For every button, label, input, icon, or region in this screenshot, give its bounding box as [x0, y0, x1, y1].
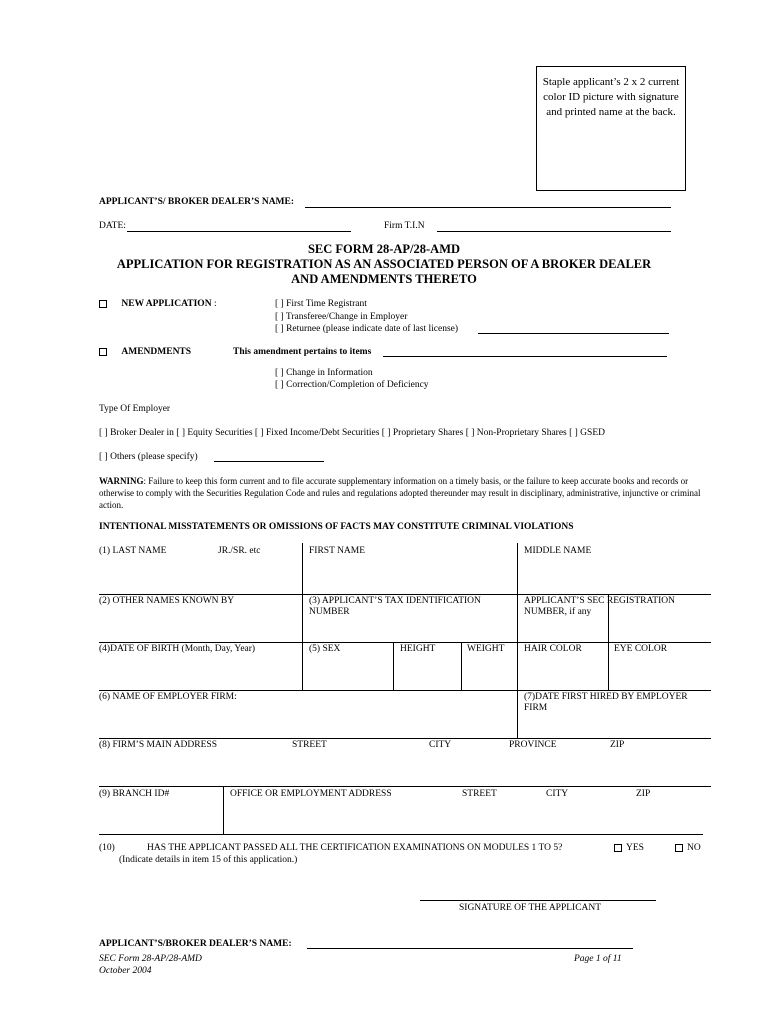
main-address-label: (8) FIRM’S MAIN ADDRESS: [99, 740, 217, 750]
date-hired-label-2: FIRM: [524, 703, 548, 713]
jr-sr-label: JR./SR. etc: [218, 546, 261, 556]
hair-color-label: HAIR COLOR: [524, 644, 582, 654]
footer-form-code: SEC Form 28-AP/28-AMD: [99, 954, 202, 964]
form-title: SEC FORM 28-AP/28-AMD: [307, 242, 461, 256]
bottom-name-label: APPLICANT’S/BROKER DEALER’S NAME:: [99, 939, 292, 949]
new-application-label: NEW APPLICATION: [121, 299, 212, 309]
tin-label-1: (3) APPLICANT’S TAX IDENTIFICATION: [309, 596, 481, 606]
grid-line: [99, 594, 711, 595]
option-first-time[interactable]: [ ] First Time Registrant: [275, 299, 367, 309]
amendments-row[interactable]: [99, 347, 191, 357]
form-subtitle-1: APPLICATION FOR REGISTRATION AS AN ASSOCIATED PERSON OF A BROKER DEALER: [116, 257, 652, 271]
city2-label: CITY: [546, 789, 569, 799]
others-specify-field[interactable]: [214, 461, 324, 462]
dob-label: (4)DATE OF BIRTH (Month, Day, Year): [99, 644, 256, 654]
sec-reg-label-2: NUMBER, if any: [524, 607, 592, 617]
date-label: DATE:: [99, 221, 126, 231]
option-returnee[interactable]: [ ] Returnee (please indicate date of last license): [275, 324, 459, 334]
firm-tin-field[interactable]: [437, 231, 671, 232]
new-application-checkbox[interactable]: [99, 300, 107, 308]
province-label: PROVINCE: [509, 740, 557, 750]
grid-line: [517, 543, 518, 594]
grid-line: [608, 642, 609, 690]
other-names-label: (2) OTHER NAMES KNOWN BY: [99, 596, 235, 606]
grid-line: [302, 642, 303, 690]
yes-checkbox[interactable]: [614, 844, 622, 852]
new-application-colon: :: [213, 299, 217, 309]
eye-color-label: EYE COLOR: [614, 644, 668, 654]
applicant-name-label: APPLICANT’S/ BROKER DEALER’S NAME:: [99, 197, 295, 207]
first-name-label: FIRST NAME: [309, 546, 366, 556]
grid-line: [517, 690, 518, 738]
no-label: NO: [687, 843, 701, 853]
height-label: HEIGHT: [400, 644, 436, 654]
employer-firm-label: (6) NAME OF EMPLOYER FIRM:: [99, 692, 237, 702]
new-application-row[interactable]: [99, 299, 217, 309]
date-field[interactable]: [127, 231, 351, 232]
type-of-employer-label: Type Of Employer: [99, 404, 171, 414]
yes-label: YES: [626, 843, 644, 853]
grid-line: [99, 786, 711, 787]
form-subtitle-2: AND AMENDMENTS THERETO: [291, 272, 477, 286]
grid-line: [461, 642, 462, 690]
zip2-label: ZIP: [636, 789, 651, 799]
amendments-checkbox[interactable]: [99, 348, 107, 356]
street2-label: STREET: [462, 789, 497, 799]
grid-line: [517, 642, 518, 690]
grid-line: [393, 642, 394, 690]
amendment-pertains-label: This amendment pertains to items: [233, 347, 372, 357]
yes-option[interactable]: [614, 843, 644, 853]
sec-reg-label-1: APPLICANT’S SEC REGISTRATION: [524, 596, 675, 606]
grid-line: [302, 543, 303, 594]
footer-date: October 2004: [99, 966, 152, 976]
grid-line: [99, 642, 711, 643]
warning-label: WARNING: [99, 476, 144, 486]
photo-box: Staple applicant’s 2 x 2 current color ID picture with signature and printed name at the back.: [536, 66, 686, 191]
item10-note: (Indicate details in item 15 of this application.): [119, 855, 298, 865]
grid-line: [99, 738, 711, 739]
warning-paragraph: [99, 475, 711, 511]
no-checkbox[interactable]: [675, 844, 683, 852]
no-option[interactable]: [675, 843, 701, 853]
applicant-name-field[interactable]: [305, 207, 671, 208]
street-label: STREET: [292, 740, 327, 750]
weight-label: WEIGHT: [467, 644, 505, 654]
grid-line: [517, 594, 518, 642]
option-transferee[interactable]: [ ] Transferee/Change in Employer: [275, 312, 408, 322]
warning-text: : Failure to keep this form current and to file accurate supplementary information on a timely basis, or the failure to keep accurate books and records or otherwise to comply with the Securities Regulation Code and rules and regulations adopted thereunder may result in disciplinary, administrative, injunctive or criminal action.: [99, 476, 701, 510]
amendments-label: AMENDMENTS: [121, 347, 192, 357]
signature-label: SIGNATURE OF THE APPLICANT: [459, 903, 602, 913]
middle-name-label: MIDDLE NAME: [524, 546, 592, 556]
sex-label: (5) SEX: [309, 644, 341, 654]
grid-line: [99, 690, 711, 691]
signature-line[interactable]: [420, 900, 656, 901]
date-hired-label-1: (7)DATE FIRST HIRED BY EMPLOYER: [524, 692, 688, 702]
office-address-label: OFFICE OR EMPLOYMENT ADDRESS: [230, 789, 392, 799]
grid-line: [99, 834, 703, 835]
employer-options[interactable]: [ ] Broker Dealer in [ ] Equity Securities [ ] Fixed Income/Debt Securities [ ] Proprietary Shares [ ] Non-Proprietary Shares [ ] GSED: [99, 428, 605, 438]
item10-question: HAS THE APPLICANT PASSED ALL THE CERTIFICATION EXAMINATIONS ON MODULES 1 TO 5?: [147, 843, 563, 853]
grid-line: [223, 786, 224, 834]
bottom-name-field[interactable]: [307, 948, 633, 949]
grid-line: [302, 594, 303, 642]
returnee-date-field[interactable]: [478, 333, 669, 334]
intentional-notice: INTENTIONAL MISSTATEMENTS OR OMISSIONS OF FACTS MAY CONSTITUTE CRIMINAL VIOLATIONS: [99, 522, 574, 532]
firm-tin-label: Firm T.I.N: [384, 221, 425, 231]
item10-number: (10): [99, 843, 115, 853]
others-option[interactable]: [ ] Others (please specify): [99, 452, 198, 462]
branch-id-label: (9) BRANCH ID#: [99, 789, 170, 799]
option-correction[interactable]: [ ] Correction/Completion of Deficiency: [275, 380, 429, 390]
tin-label-2: NUMBER: [309, 607, 350, 617]
last-name-label: (1) LAST NAME: [99, 546, 167, 556]
footer-page: Page 1 of 11: [574, 954, 622, 964]
zip-label: ZIP: [610, 740, 625, 750]
amendment-items-field[interactable]: [383, 356, 667, 357]
option-change-info[interactable]: [ ] Change in Information: [275, 368, 373, 378]
city-label: CITY: [429, 740, 452, 750]
